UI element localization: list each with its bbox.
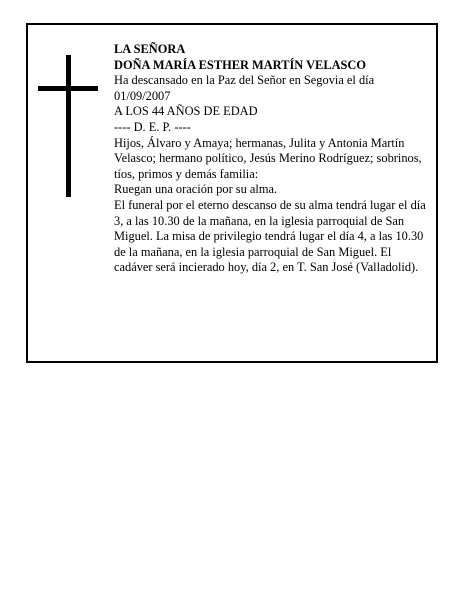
passed-away-line: Ha descansado en la Paz del Señor en Segovia el día 01/09/2007 [114,73,375,103]
family-line: Hijos, Álvaro y Amaya; hermanas, Julita y Antonia Martín Velasco; hermano político, Jesús Merino Rodríguez; sobrinos, tíos, primos y demás familia: [114,135,422,181]
obituary-notice [26,23,438,363]
cross-vertical-bar [66,55,71,197]
cross-icon [38,55,98,197]
prayer-line: Ruegan una oración por su alma. [114,182,278,197]
funeral-details: El funeral por el eterno descanso de su alma tendrá lugar el día 3, a las 10.30 de la mañana, en la iglesia parroquial de San Miguel. La misa de privilegio tendrá lugar el día 4, a las 10.30 de la mañana, en la iglesia parroquial de San Miguel. El cadáver será incierado hoy, día 2, en T. San José (Valladolid). [114,197,426,275]
notice-text [114,42,426,276]
cross-horizontal-bar [38,86,98,91]
deceased-name: DOÑA MARÍA ESTHER MARTÍN VELASCO [114,57,367,72]
rip-line: ---- D. E. P. ---- [114,119,191,134]
age-line: A LOS 44 AÑOS DE EDAD [114,104,258,119]
notice-title: LA SEÑORA [114,42,186,56]
